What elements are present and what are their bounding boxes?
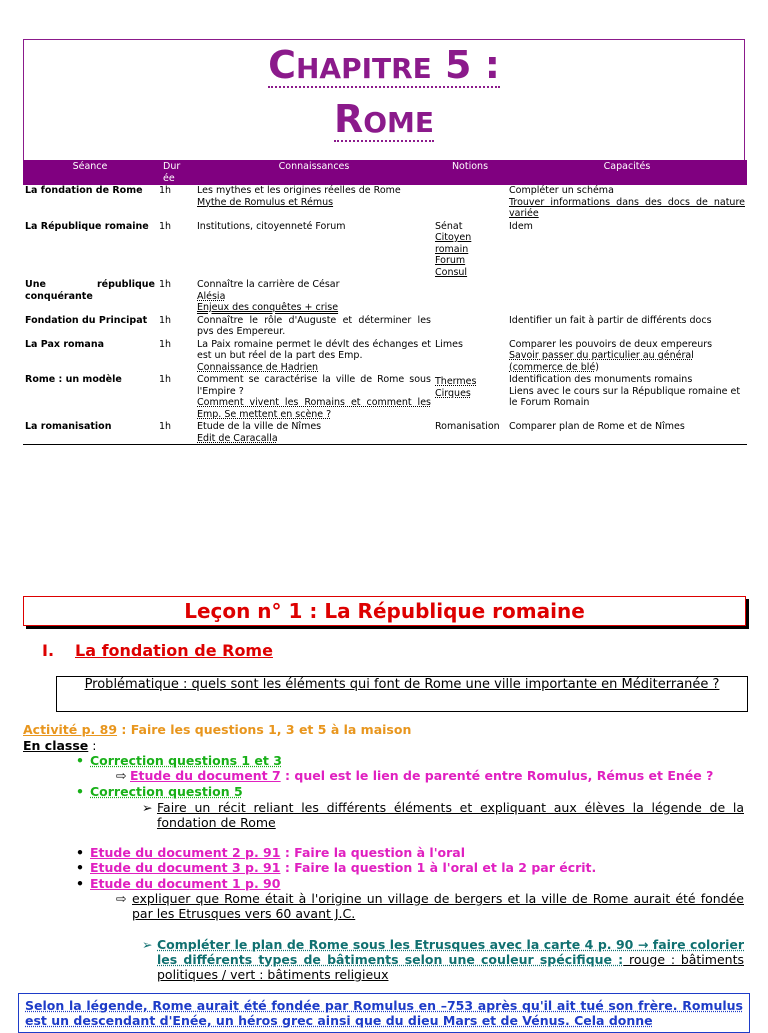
table-row: Fondation du Principat 1h Connaître le rôle d'Auguste et déterminer les pvs des Empereur. Identifier un fait à partir de différents docs	[23, 314, 747, 338]
doc3-link[interactable]: Etude du document 3 p. 91	[90, 860, 281, 875]
table-row: La République romaine 1h Institutions, citoyenneté Forum Sénat Citoyen romain Forum Consul Idem	[23, 220, 747, 279]
list-item: • Etude du document 2 p. 91 : Faire la question à l'oral	[76, 845, 465, 860]
list-item: • Etude du document 3 p. 91 : Faire la question 1 à l'oral et la 2 par écrit.	[76, 860, 597, 875]
list-item: ➢ Faire un récit reliant les différents éléments et expliquant aux élèves la légende de la fondation de Rome	[142, 800, 744, 830]
list-item: ⇨ Etude du document 7 : quel est le lien de parenté entre Romulus, Rémus et Enée ?	[116, 768, 714, 783]
table-row: La Pax romana 1h La Paix romaine permet le dévlt des échanges et est un but réel de la part des Emp. Connaissance de Hadrien Limes Comparer les pouvoirs de deux empereurs Savoir passer du particulier au général (commerce de blé)	[23, 338, 747, 374]
table-row: La fondation de Rome 1h Les mythes et les origines réelles de Rome Mythe de Romulus et Rémus Compléter un schéma Trouver informations dans des docs de nature variée	[25, 185, 745, 219]
activite-line: Activité p. 89 : Faire les questions 1, 3 et 5 à la maison	[23, 722, 412, 737]
header-notions: Notions	[433, 160, 507, 185]
en-classe-label: En classe :	[23, 738, 97, 753]
table-row: La romanisation 1h Etude de la ville de Nîmes Edit de Caracalla Romanisation Comparer plan de Rome et de Nîmes	[23, 421, 747, 445]
list-item: ⇨ expliquer que Rome était à l'origine un village de bergers et la ville de Rome aurait été fondée par les Etrusques vers 60 avant J.C.	[116, 891, 744, 921]
list-item: • Correction questions 1 et 3	[76, 753, 282, 768]
list-item: ➢ Compléter le plan de Rome sous les Etrusques avec la carte 4 p. 90 → faire colorier les différents types de bâtiments selon une couleur spécifique : rouge : bâtiments politiques / vert : bâtiments religieux	[142, 937, 744, 982]
table-header	[23, 160, 747, 185]
chapter-subtitle: ROME	[333, 97, 435, 141]
lesson-title: Leçon n° 1 : La République romaine	[23, 596, 746, 626]
problematique-box: Problématique : quels sont les éléments qui font de Rome une ville importante en Méditerranée ?	[56, 676, 748, 712]
section-heading: I. La fondation de Rome	[42, 641, 273, 660]
list-item: • Etude du document 1 p. 90	[76, 876, 281, 891]
chapter-title: CHAPITRE 5 :	[268, 43, 500, 87]
list-item: • Correction question 5	[76, 784, 243, 799]
table-row: Rome : un modèle 1h Comment se caractérise la ville de Rome sous l'Empire ? Comment vivent les Romains et comment les Emp. Se mettent en scène ? Thermes Cirques Identification des monuments romains Liens avec le cours sur la République romaine et le Forum Romain	[23, 374, 747, 421]
doc2-link[interactable]: Etude du document 2 p. 91	[90, 845, 281, 860]
header-duree: Durée	[157, 160, 195, 185]
header-seance: Séance	[23, 160, 157, 185]
chapter-title-box	[23, 39, 745, 173]
header-capacites: Capacités	[507, 160, 747, 185]
table-row: Une république conquérante 1h Connaître la carrière de César Alésia Enjeux des conquêtes + crise	[23, 279, 747, 315]
header-connaissances: Connaissances	[195, 160, 433, 185]
legend-frame: Selon la légende, Rome aurait été fondée par Romulus en –753 après qu'il ait tué son frère. Romulus est un descendant d'Enée, un héros grec ainsi que du dieu Mars et de Vénus. Cela donne	[18, 993, 750, 1033]
doc7-link[interactable]: Etude du document 7	[130, 768, 281, 783]
doc1-link[interactable]: Etude du document 1 p. 90	[90, 876, 281, 891]
activite-link[interactable]: Activité p. 89	[23, 722, 118, 737]
sequence-table	[23, 160, 747, 445]
